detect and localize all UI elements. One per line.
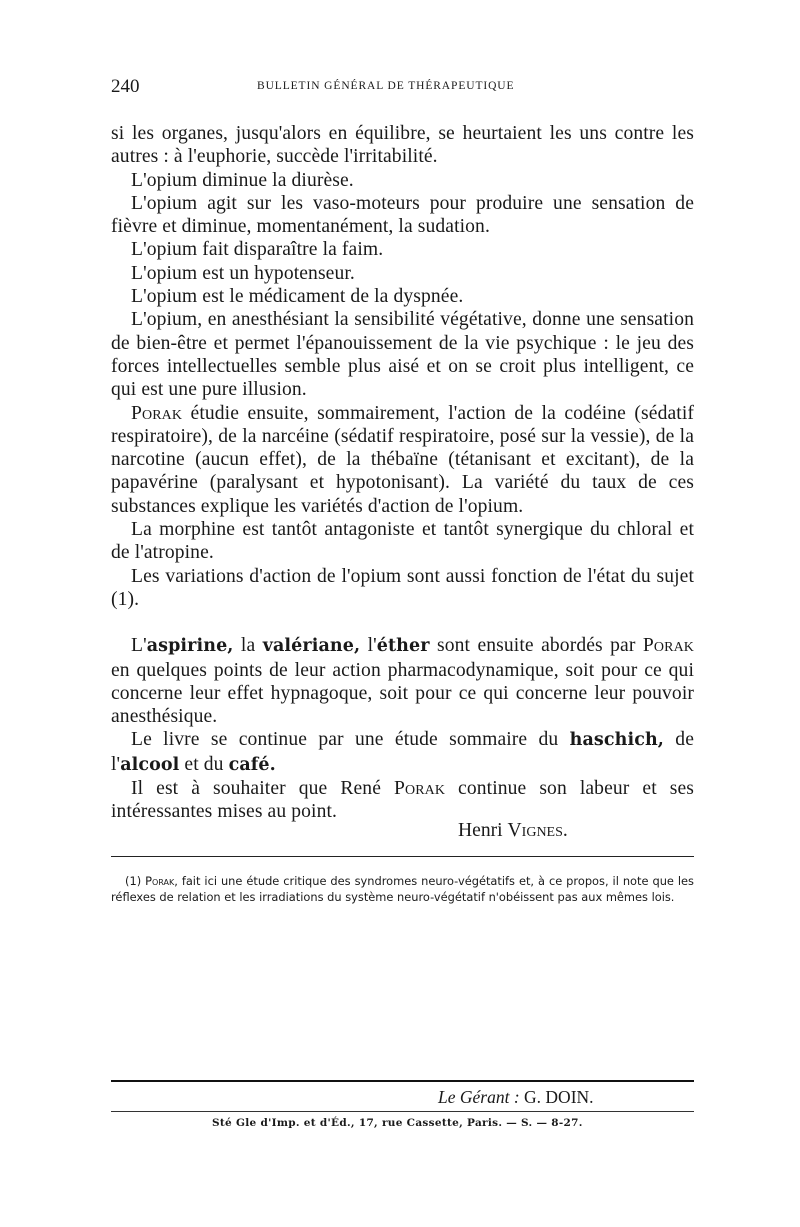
bold-term: aspirine, xyxy=(146,636,234,657)
paragraph: L'opium diminue la diurèse. xyxy=(131,169,354,191)
paragraph: L'opium, en anesthésiant la sensibilité végétative, donne une sensation de bien-être et permet l'épanouissement de la vie psychique : le jeu des forces intellectuelles semble plus aisé et on se croit plus intelligent, ce qui est une pure illusion. xyxy=(111,309,694,401)
footer-divider-thin xyxy=(111,1111,694,1112)
paragraph: si les organes, jusqu'alors en équilibre, se heurtaient les uns contre les autres : à l'euphorie, succède l'irritabilité. xyxy=(111,123,694,168)
author-name: Porak xyxy=(393,778,446,800)
bold-term: éther xyxy=(376,636,430,657)
paragraph: Il est à souhaiter que René Porak continue son labeur et ses intéressantes mises au point. xyxy=(111,778,694,823)
page-number: 240 xyxy=(111,76,140,97)
paragraph: Porak étudie ensuite, sommairement, l'action de la codéine (sédatif respiratoire), de la narcéine (sédatif respiratoire, posé sur la vessie), de la narcotine (aucun effet), de la thébaïne (tétanisant et excitant), de la papavérine (paralysant et hypotonisant). La variété du taux de ces substances explique les variétés d'action de l'opium. xyxy=(111,402,694,517)
footer-divider xyxy=(111,1080,694,1082)
printer-imprint: Sté Gle d'Imp. et d'Éd., 17, rue Cassette, Paris. — S. — 8-27. xyxy=(212,1117,583,1129)
author-name: Porak xyxy=(131,402,183,424)
author-name: Porak xyxy=(642,635,694,657)
bold-term: valériane, xyxy=(262,636,361,657)
footnote: (1) Porak, fait ici une étude critique des syndromes neuro-végétatifs et, à ce propos, il note que les réflexes de relation et les irradiations du système neuro-végétatif n'obéissent pas aux mêmes lois. xyxy=(111,874,694,904)
footnote-divider xyxy=(111,856,694,857)
paragraph: L'aspirine, la valériane, l'éther sont ensuite abordés par Porak en quelques points de leur action pharmacodynamique, soit pour ce qui concerne leur effet hypnagoque, soit pour ce qui concerne leur pouvoir anesthésique. xyxy=(111,635,694,728)
running-header xyxy=(111,76,691,100)
bold-term: alcool xyxy=(120,754,180,775)
paragraph: Le livre se continue par une étude sommaire du haschich, de l'alcool et du café. xyxy=(111,729,694,775)
paragraph: La morphine est tantôt antagoniste et tantôt synergique du chloral et de l'atropine. xyxy=(111,519,694,564)
paragraph: L'opium agit sur les vaso-moteurs pour produire une sensation de fièvre et diminue, momentanément, la sudation. xyxy=(111,192,694,238)
paragraph: L'opium est un hypotenseur. xyxy=(131,262,355,284)
paragraph: L'opium fait disparaître la faim. xyxy=(131,239,384,261)
paragraph: L'opium est le médicament de la dyspnée. xyxy=(131,286,464,308)
body-text xyxy=(111,122,694,824)
journal-title: BULLETIN GÉNÉRAL DE THÉRAPEUTIQUE xyxy=(257,80,515,92)
bold-term: haschich, xyxy=(569,730,664,751)
author-name: Porak xyxy=(145,874,175,888)
bold-term: café. xyxy=(228,754,276,775)
gerant-line: Le Gérant : G. DOIN. xyxy=(438,1087,594,1107)
footnote-marker: (1) xyxy=(125,874,146,888)
signature: Henri Vignes. xyxy=(458,820,568,841)
paragraph: Les variations d'action de l'opium sont aussi fonction de l'état du sujet (1). xyxy=(111,565,694,610)
